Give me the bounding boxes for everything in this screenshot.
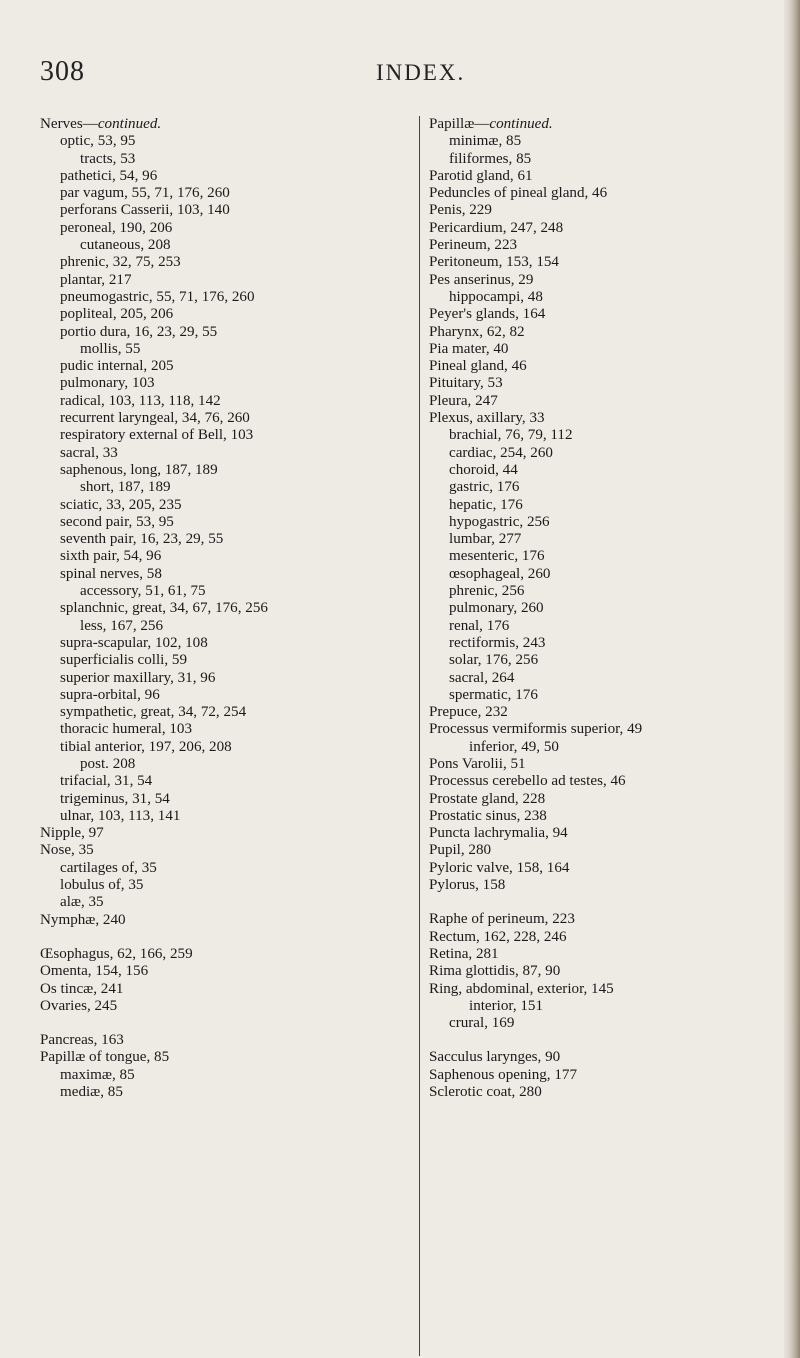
index-entry [429,739,789,756]
index-entry-text: spermatic, 176 [449,686,538,703]
index-entry [429,929,789,946]
index-column-right [429,116,789,1101]
index-entry [429,151,789,168]
index-entry-text: Nymphæ, 240 [40,911,126,928]
index-entry [429,237,789,254]
index-entry [429,272,789,289]
index-entry-text: pneumogastric, 55, 71, 176, 260 [60,288,255,305]
index-entry [40,739,420,756]
index-entry-text: Pia mater, 40 [429,340,509,357]
index-entry [429,445,789,462]
index-entry-text: Processus vermiformis superior, 49 [429,721,643,738]
index-entry [40,583,420,600]
index-entry [40,548,420,565]
index-entry-text: ulnar, 103, 113, 141 [60,807,181,824]
index-entry-text: gastric, 176 [449,479,520,496]
index-entry [429,479,789,496]
index-entry [429,687,789,704]
index-entry-text: pulmonary, 103 [60,375,155,392]
index-entry [40,1032,420,1049]
index-entry [429,704,789,721]
index-entry-text: supra-orbital, 96 [60,686,160,703]
index-entry [429,981,789,998]
index-entry-text: Peduncles of pineal gland, 46 [429,185,608,202]
index-entry-text: hepatic, 176 [449,496,523,513]
index-entry [429,618,789,635]
index-entry [40,773,420,790]
running-head: INDEX. [376,60,466,85]
index-entry-text: Processus cerebello ad testes, 46 [429,773,626,790]
index-entry-text: mediæ, 85 [60,1084,123,1101]
continued-label: continued. [489,116,553,132]
index-entry [429,254,789,271]
index-entry-text: peroneal, 190, 206 [60,219,173,236]
index-entry-text: Prostatic sinus, 238 [429,807,547,824]
index-entry [429,324,789,341]
index-entry-text: renal, 176 [449,617,510,634]
index-entry [429,531,789,548]
index-entry-text: maximæ, 85 [60,1066,135,1083]
column-divider [419,116,420,1356]
index-entry [429,773,789,790]
index-entry-text: Omenta, 154, 156 [40,963,149,980]
index-entry [40,202,420,219]
index-entry-text: Pituitary, 53 [429,375,503,392]
index-entry-text: Nipple, 97 [40,825,104,842]
index-entry-text: short, 187, 189 [80,479,171,496]
index-entry-text: Puncta lachrymalia, 94 [429,825,568,842]
index-entry [429,410,789,427]
index-entry [40,670,420,687]
index-entry [429,1049,789,1066]
index-entry-text: Papillæ— [429,116,490,132]
index-entry [40,1049,420,1066]
page-header [0,56,800,96]
index-entry-text: phrenic, 256 [449,583,525,600]
index-entry [40,531,420,548]
index-entry [429,635,789,652]
index-entry-text: trigeminus, 31, 54 [60,790,170,807]
index-entry-text: Peyer's glands, 164 [429,306,546,323]
index-entry-text: perforans Casserii, 103, 140 [60,202,230,219]
index-entry-text: popliteal, 205, 206 [60,306,174,323]
index-entry [429,652,789,669]
index-entry-text: crural, 169 [449,1015,515,1032]
index-entry [429,721,789,738]
index-entry [429,963,789,980]
index-entry-text: par vagum, 55, 71, 176, 260 [60,185,230,202]
index-entry-text: œsophageal, 260 [449,565,551,582]
index-entry-text: interior, 151 [469,997,544,1014]
index-entry [429,427,789,444]
index-entry-text: Pes anserinus, 29 [429,271,534,288]
index-entry [40,877,420,894]
index-entry [429,946,789,963]
index-entry-text: solar, 176, 256 [449,652,539,669]
index-entry [429,1084,789,1101]
index-entry-text: Sclerotic coat, 280 [429,1084,542,1101]
index-entry-text: trifacial, 31, 54 [60,773,153,790]
index-entry [429,168,789,185]
index-entry-text: sixth pair, 54, 96 [60,548,162,565]
index-entry-text: pulmonary, 260 [449,600,544,617]
index-entry [429,462,789,479]
index-entry-text: portio dura, 16, 23, 29, 55 [60,323,218,340]
index-entry-text: Pupil, 280 [429,842,492,859]
index-entry-text: rectiformis, 243 [449,634,546,651]
index-entry-text: sacral, 264 [449,669,515,686]
index-entry [429,600,789,617]
index-entry [429,306,789,323]
index-entry [40,306,420,323]
index-entry [429,185,789,202]
index-entry-text: inferior, 49, 50 [469,738,559,755]
index-entry [429,220,789,237]
index-entry-text: recurrent laryngeal, 34, 76, 260 [60,410,250,427]
index-entry [40,237,420,254]
index-column-left [40,116,420,1101]
index-entry-text: splanchnic, great, 34, 67, 176, 256 [60,600,268,617]
index-entry-text: Parotid gland, 61 [429,167,533,184]
index-entry-text: choroid, 44 [449,461,518,478]
index-entry-text: sympathetic, great, 34, 72, 254 [60,704,247,721]
index-entry-text: Sacculus larynges, 90 [429,1049,561,1066]
index-entry [40,185,420,202]
index-entry-text: Plexus, axillary, 33 [429,410,545,427]
index-entry [429,583,789,600]
entry-gap [429,894,789,911]
index-entry [40,894,420,911]
index-entry [40,116,420,133]
index-entry [40,1084,420,1101]
index-entry [40,427,420,444]
index-entry [429,375,789,392]
index-entry [429,393,789,410]
index-entry [40,998,420,1015]
index-entry [429,566,789,583]
index-entry [40,1067,420,1084]
continued-label: continued. [97,116,162,132]
index-entry [429,341,789,358]
index-entry-text: pudic internal, 205 [60,358,174,375]
index-entry-text: cutaneous, 208 [80,237,171,254]
index-entry-text: Pharynx, 62, 82 [429,323,525,340]
index-entry-text: lobulus of, 35 [60,877,144,894]
index-entry [40,704,420,721]
index-entry-text: hypogastric, 256 [449,513,550,530]
index-entry [40,272,420,289]
index-entry-text: respiratory external of Bell, 103 [60,427,254,444]
index-entry [40,946,420,963]
entry-gap [40,929,420,946]
index-entry-text: brachial, 76, 79, 112 [449,427,573,444]
index-entry-text: filiformes, 85 [449,150,532,167]
index-entry [40,479,420,496]
index-entry-text: alæ, 35 [60,894,104,911]
index-entry [40,566,420,583]
index-entry-text: Pylorus, 158 [429,877,506,894]
index-entry [429,825,789,842]
index-entry [429,860,789,877]
index-entry-text: accessory, 51, 61, 75 [80,583,206,600]
index-entry [40,600,420,617]
index-entry-text: Os tincæ, 241 [40,980,124,997]
index-entry [40,618,420,635]
index-entry [40,756,420,773]
index-entry [40,133,420,150]
index-entry [40,358,420,375]
index-entry [40,393,420,410]
index-entry-text: Nose, 35 [40,842,94,859]
index-entry-text: Pancreas, 163 [40,1032,124,1049]
index-entry-text: Retina, 281 [429,945,499,962]
index-entry [429,133,789,150]
index-entry [429,116,789,133]
index-entry [40,808,420,825]
index-entry [429,670,789,687]
index-entry-text: less, 167, 256 [80,617,164,634]
index-entry-text: plantar, 217 [60,271,132,288]
index-entry [40,912,420,929]
index-entry [429,202,789,219]
index-entry [40,981,420,998]
index-entry [429,358,789,375]
index-entry-text: spinal nerves, 58 [60,565,162,582]
index-entry-text: Raphe of perineum, 223 [429,911,575,928]
index-entry-text: tibial anterior, 197, 206, 208 [60,738,232,755]
index-entry-text: Pyloric valve, 158, 164 [429,859,570,876]
index-entry-text: optic, 53, 95 [60,133,136,150]
index-entry-text: Ring, abdominal, exterior, 145 [429,980,614,997]
index-entry [429,1015,789,1032]
entry-gap [429,1032,789,1049]
index-entry [40,220,420,237]
index-entry [40,635,420,652]
index-entry-text: Perineum, 223 [429,237,518,254]
index-entry-text: Prostate gland, 228 [429,790,546,807]
index-entry-text: sciatic, 33, 205, 235 [60,496,182,513]
index-entry-text: Pleura, 247 [429,392,498,409]
index-entry-text: radical, 103, 113, 118, 142 [60,392,221,409]
index-entry-text: Nerves— [40,116,98,132]
index-entry [429,877,789,894]
index-entry-text: Rectum, 162, 228, 246 [429,928,567,945]
index-entry-text: supra-scapular, 102, 108 [60,634,208,651]
index-entry [429,514,789,531]
index-entry-text: Pineal gland, 46 [429,358,527,375]
index-entry [429,1067,789,1084]
index-entry [429,842,789,859]
index-entry [40,445,420,462]
index-entry-text: superficialis colli, 59 [60,652,188,669]
index-entry-text: Pons Varolii, 51 [429,755,526,772]
index-entry [40,687,420,704]
index-entry-text: minimæ, 85 [449,133,522,150]
index-entry [40,341,420,358]
index-entry [40,825,420,842]
index-entry-text: pathetici, 54, 96 [60,167,158,184]
index-entry-text: mollis, 55 [80,340,141,357]
index-entry [40,462,420,479]
index-entry-text: lumbar, 277 [449,531,522,548]
index-entry-text: Prepuce, 232 [429,704,508,721]
index-entry [429,289,789,306]
index-entry-text: Œsophagus, 62, 166, 259 [40,945,193,962]
index-entry [429,497,789,514]
index-entry [429,998,789,1015]
index-entry-text: cardiac, 254, 260 [449,444,553,461]
index-entry [40,289,420,306]
index-entry-text: Rima glottidis, 87, 90 [429,963,561,980]
index-entry-text: tracts, 53 [80,150,136,167]
index-entry [429,548,789,565]
index-entry-text: Penis, 229 [429,202,492,219]
index-entry [40,721,420,738]
index-entry-text: second pair, 53, 95 [60,513,174,530]
index-entry [40,168,420,185]
index-entry [40,151,420,168]
index-entry-text: seventh pair, 16, 23, 29, 55 [60,531,224,548]
index-entry [40,254,420,271]
index-entry [40,514,420,531]
index-entry [40,375,420,392]
index-entry [429,808,789,825]
index-entry-text: mesenteric, 176 [449,548,545,565]
index-entry-text: sacral, 33 [60,444,118,461]
index-entry [429,791,789,808]
index-entry-text: post. 208 [80,755,136,772]
index-entry [429,756,789,773]
index-entry [40,842,420,859]
index-entry-text: Peritoneum, 153, 154 [429,254,559,271]
index-entry-text: Ovaries, 245 [40,997,118,1014]
index-entry [429,911,789,928]
index-entry-text: cartilages of, 35 [60,859,157,876]
index-entry-text: Pericardium, 247, 248 [429,219,564,236]
index-entry [40,652,420,669]
index-entry-text: Saphenous opening, 177 [429,1066,577,1083]
index-entry [40,791,420,808]
index-entry [40,324,420,341]
index-entry-text: phrenic, 32, 75, 253 [60,254,181,271]
index-entry [40,410,420,427]
index-entry-text: saphenous, long, 187, 189 [60,461,218,478]
index-entry [40,497,420,514]
index-entry [40,860,420,877]
page-number: 308 [40,56,85,87]
index-entry-text: hippocampi, 48 [449,288,543,305]
index-entry [40,963,420,980]
index-entry-text: thoracic humeral, 103 [60,721,193,738]
entry-gap [40,1015,420,1032]
index-entry-text: Papillæ of tongue, 85 [40,1049,170,1066]
index-entry-text: superior maxillary, 31, 96 [60,669,216,686]
